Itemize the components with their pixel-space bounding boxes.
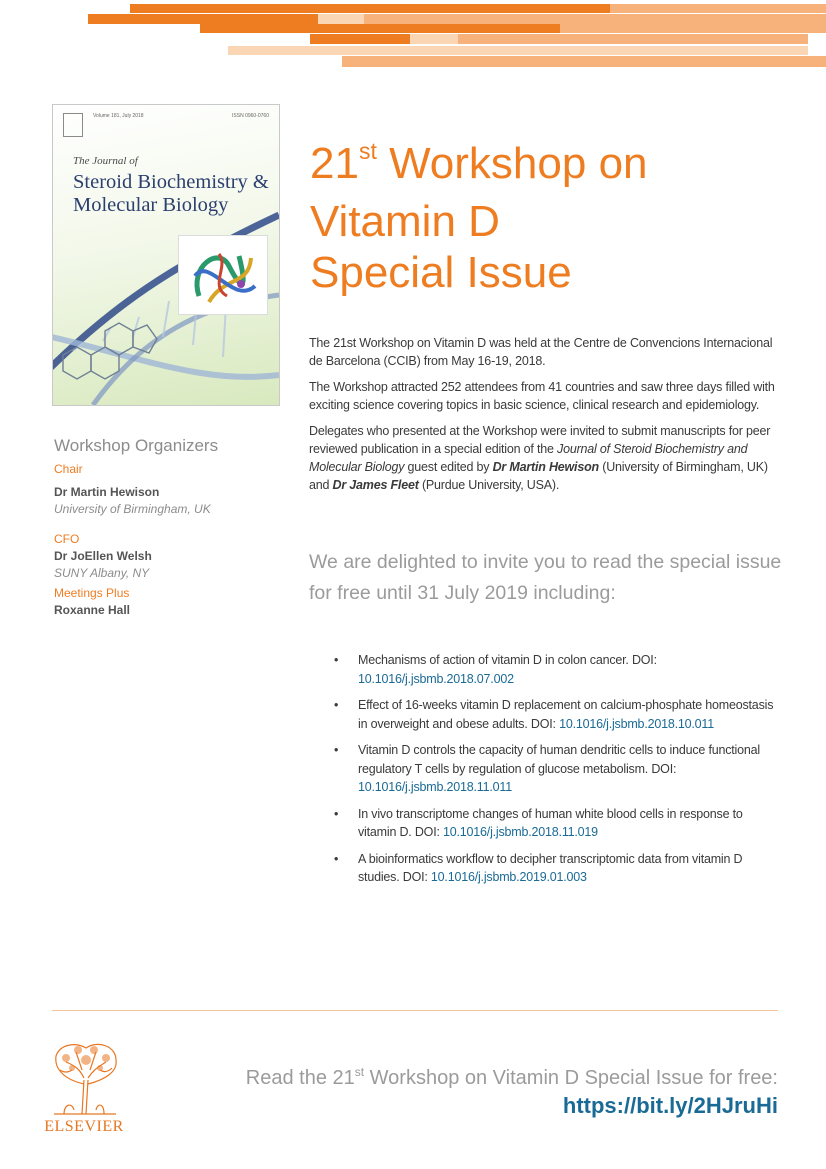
cover-issn: ISSN 0960-0760: [232, 113, 269, 119]
intro-paragraph-3: Delegates who presented at the Workshop were invited to submit manuscripts for peer reviewed publication in a special edition of the Journal of Steroid Biochemistry and Molecular Biology guest edited by Dr Martin Hewison (University of Birmingham, UK) and Dr James Fleet (Purdue University, USA).: [309, 424, 771, 492]
elsevier-logo: [34, 1040, 134, 1140]
bullet-icon: •: [334, 806, 339, 821]
meetings-name: Roxanne Hall: [54, 603, 131, 617]
chair-name: Dr Martin Hewison: [54, 485, 160, 499]
intro-text: [309, 334, 779, 502]
doi-link[interactable]: 10.1016/j.jsbmb.2018.10.011: [559, 716, 714, 731]
meetings-role: Meetings Plus: [54, 586, 130, 600]
elsevier-wordmark: ELSEVIER: [44, 1118, 124, 1135]
title-line1: Workshop on: [376, 139, 648, 188]
page-title: [310, 138, 810, 298]
title-number: 21: [310, 139, 359, 188]
bullet-icon: •: [334, 698, 339, 712]
protein-structure-image: [178, 235, 268, 315]
elsevier-tree-icon: [46, 1040, 124, 1116]
cfo-affiliation: SUNY Albany, NY: [54, 566, 150, 580]
cfo-name: Dr JoEllen Welsh: [54, 549, 152, 563]
list-item: • Mechanisms of action of vitamin D in colon cancer. DOI: 10.1016/j.jsbmb.2018.07.002: [334, 653, 657, 686]
doi-link[interactable]: 10.1016/j.jsbmb.2018.11.011: [358, 780, 512, 794]
bullet-icon: •: [334, 743, 339, 757]
list-item: • Effect of 16-weeks vitamin D replacement on calcium-phosphate homeostasis in overweight and obese adults. DOI: 10.1016/j.jsbmb.2018.10.011: [334, 698, 774, 731]
title-line2: Vitamin D: [310, 197, 500, 246]
invitation-text: We are delighted to invite you to read the special issue for free until 31 July 2019 including:: [309, 551, 782, 604]
intro-paragraph-2: The Workshop attracted 252 attendees from 41 countries and saw three days filled with exciting science covering topics in basic science, clinical research and epidemiology.: [309, 380, 775, 412]
journal-name: Journal of Steroid Biochemistry and Molecular Biology: [309, 442, 748, 474]
list-item: • Vitamin D controls the capacity of human dendritic cells to induce functional regulatory T cells by regulation of glucose metabolism. DOI: 10.1016/j.jsbmb.2018.11.011: [334, 743, 760, 794]
bullet-icon: •: [334, 851, 339, 866]
cfo-role: CFO: [54, 532, 80, 546]
cover-volume: Volume 181, July 2018: [93, 113, 144, 119]
cover-journal-title: Steroid Biochemistry & Molecular Biology: [73, 171, 269, 216]
doi-link[interactable]: 10.1016/j.jsbmb.2018.07.002: [358, 671, 514, 686]
cover-journal-prefix: The Journal of: [73, 155, 138, 167]
workshop-organizers: [54, 436, 284, 619]
guest-editor-2: Dr James Fleet: [332, 478, 419, 492]
title-line3: Special Issue: [310, 248, 572, 297]
special-issue-link[interactable]: https://bit.ly/2HJruHi: [562, 1093, 778, 1118]
intro-paragraph-1: The 21st Workshop on Vitamin D was held at the Centre de Convencions Internacional de Barcelona (CCIB) from May 16-19, 2018.: [309, 336, 773, 368]
journal-cover: [52, 104, 280, 406]
doi-link[interactable]: 10.1016/j.jsbmb.2019.01.003: [430, 870, 587, 884]
list-item: • In vivo transcriptome changes of human white blood cells in response to vitamin D. DOI: 10.1016/j.jsbmb.2018.11.019: [334, 806, 743, 839]
chair-affiliation: University of Birmingham, UK: [54, 502, 211, 516]
bullet-icon: •: [334, 653, 339, 667]
article-list: [334, 651, 784, 895]
publisher-logo-small: [63, 113, 83, 137]
footer-divider: [52, 1010, 778, 1011]
doi-link[interactable]: 10.1016/j.jsbmb.2018.11.019: [443, 825, 598, 839]
list-item: • A bioinformatics workflow to decipher transcriptomic data from vitamin D studies. DOI: 10.1016/j.jsbmb.2019.01.003: [334, 851, 743, 884]
chair-role: Chair: [54, 462, 83, 476]
guest-editor-1: Dr Martin Hewison: [492, 460, 599, 474]
organizers-heading: Workshop Organizers: [54, 436, 219, 455]
footer-read-text: Read the 21st Workshop on Vitamin D Special Issue for free:: [245, 1065, 778, 1089]
title-ordinal: st: [358, 138, 377, 164]
